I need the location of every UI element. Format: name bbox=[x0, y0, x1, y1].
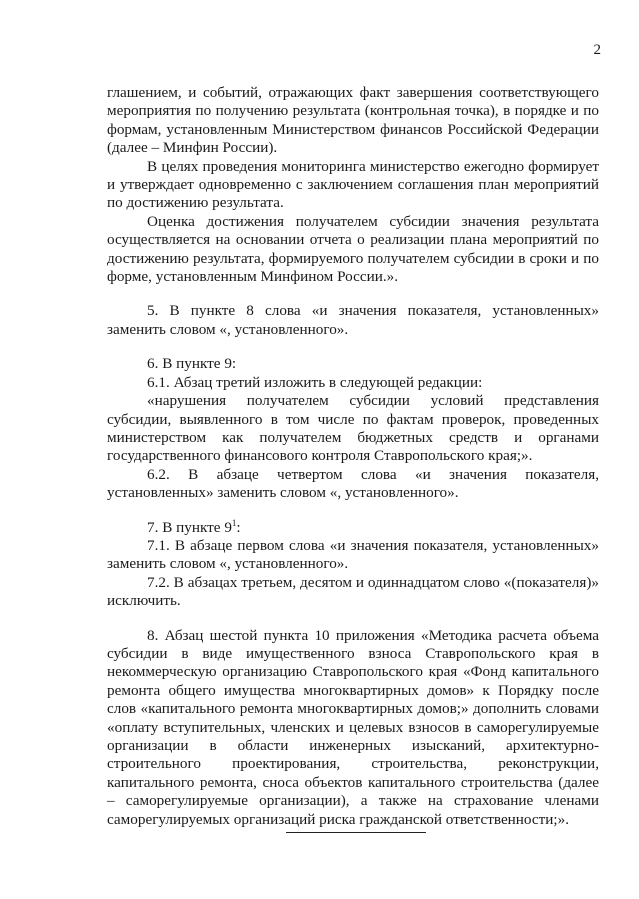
document-body bbox=[107, 84, 599, 829]
paragraph-gap bbox=[107, 611, 599, 627]
paragraph-monitoring: В целях проведения мониторинга министерство ежегодно формирует и утверждает одновременно с заключением соглашения план мероприятий по достижению результата. bbox=[107, 157, 599, 212]
item-7-heading-suffix: : bbox=[236, 518, 241, 536]
paragraph-item-7-heading bbox=[107, 519, 599, 537]
paragraph-item-6-1: 6.1. Абзац третий изложить в следующей редакции: bbox=[147, 373, 483, 391]
paragraph-item-6-heading: 6. В пункте 9: bbox=[147, 355, 237, 373]
paragraph-item-6-2: 6.2. В абзаце четвертом слова «и значения показателя, установленных» заменить словом «, установленного». bbox=[107, 465, 599, 502]
paragraph-gap bbox=[107, 339, 599, 355]
paragraph-gap bbox=[107, 286, 599, 302]
paragraph-gap bbox=[107, 503, 599, 519]
paragraph-item-5: 5. В пункте 8 слова «и значения показателя, установленных» заменить словом «, установленного». bbox=[107, 302, 599, 338]
paragraph-assessment: Оценка достижения получателем субсидии значения результата осуществляется на основании отчета о реализации плана мероприятий по достижению результата, формируемого получателем субсидии в сроки и по форме, установленным Минфином России.». bbox=[107, 212, 599, 286]
paragraph-item-6-1-text: «нарушения получателем субсидии условий представления субсидии, выявленного в том числе по фактам проверок, проведенных министерством как получателем бюджетных средств и органами государственного финансового контроля Ставропольского края;». bbox=[107, 392, 599, 465]
paragraph-continuation: глашением, и событий, отражающих факт завершения соответствующего мероприятия по получению результата (контрольная точка), в порядке и по формам, установленным Министерством финансов Российской Федерации (далее – Минфин России). bbox=[107, 84, 599, 157]
item-7-heading-superscript: 1 bbox=[231, 517, 237, 528]
page-number: 2 bbox=[593, 42, 601, 58]
footer-divider-line bbox=[286, 832, 426, 833]
paragraph-item-7-1: 7.1. В абзаце первом слова «и значения показателя, установленных» заменить словом «, установленного». bbox=[107, 536, 599, 573]
paragraph-item-8: 8. Абзац шестой пункта 10 приложения «Методика расчета объема субсидии в виде имущественного взноса Ставропольского края в некоммерческую организацию Ставропольского края «Фонд капитального ремонта общего имущества многоквартирных домов» к Порядку после слов «капитального ремонта многоквартирных домов;» дополнить словами «оплату вступительных, членских и целевых взносов в саморегулируемые организации в области инженерных изысканий, архитектурно-строительного проектирования, строительства, реконструкции, капитального ремонта, сноса объектов капитального строительства (далее – саморегулируемые организации), а также на страхование членами саморегулируемых организаций риска гражданской ответственности;». bbox=[107, 626, 599, 828]
item-7-heading-prefix: 7. В пункте 9 bbox=[147, 518, 232, 536]
paragraph-item-7-2: 7.2. В абзацах третьем, десятом и одиннадцатом слово «(показателя)» исключить. bbox=[107, 573, 599, 610]
